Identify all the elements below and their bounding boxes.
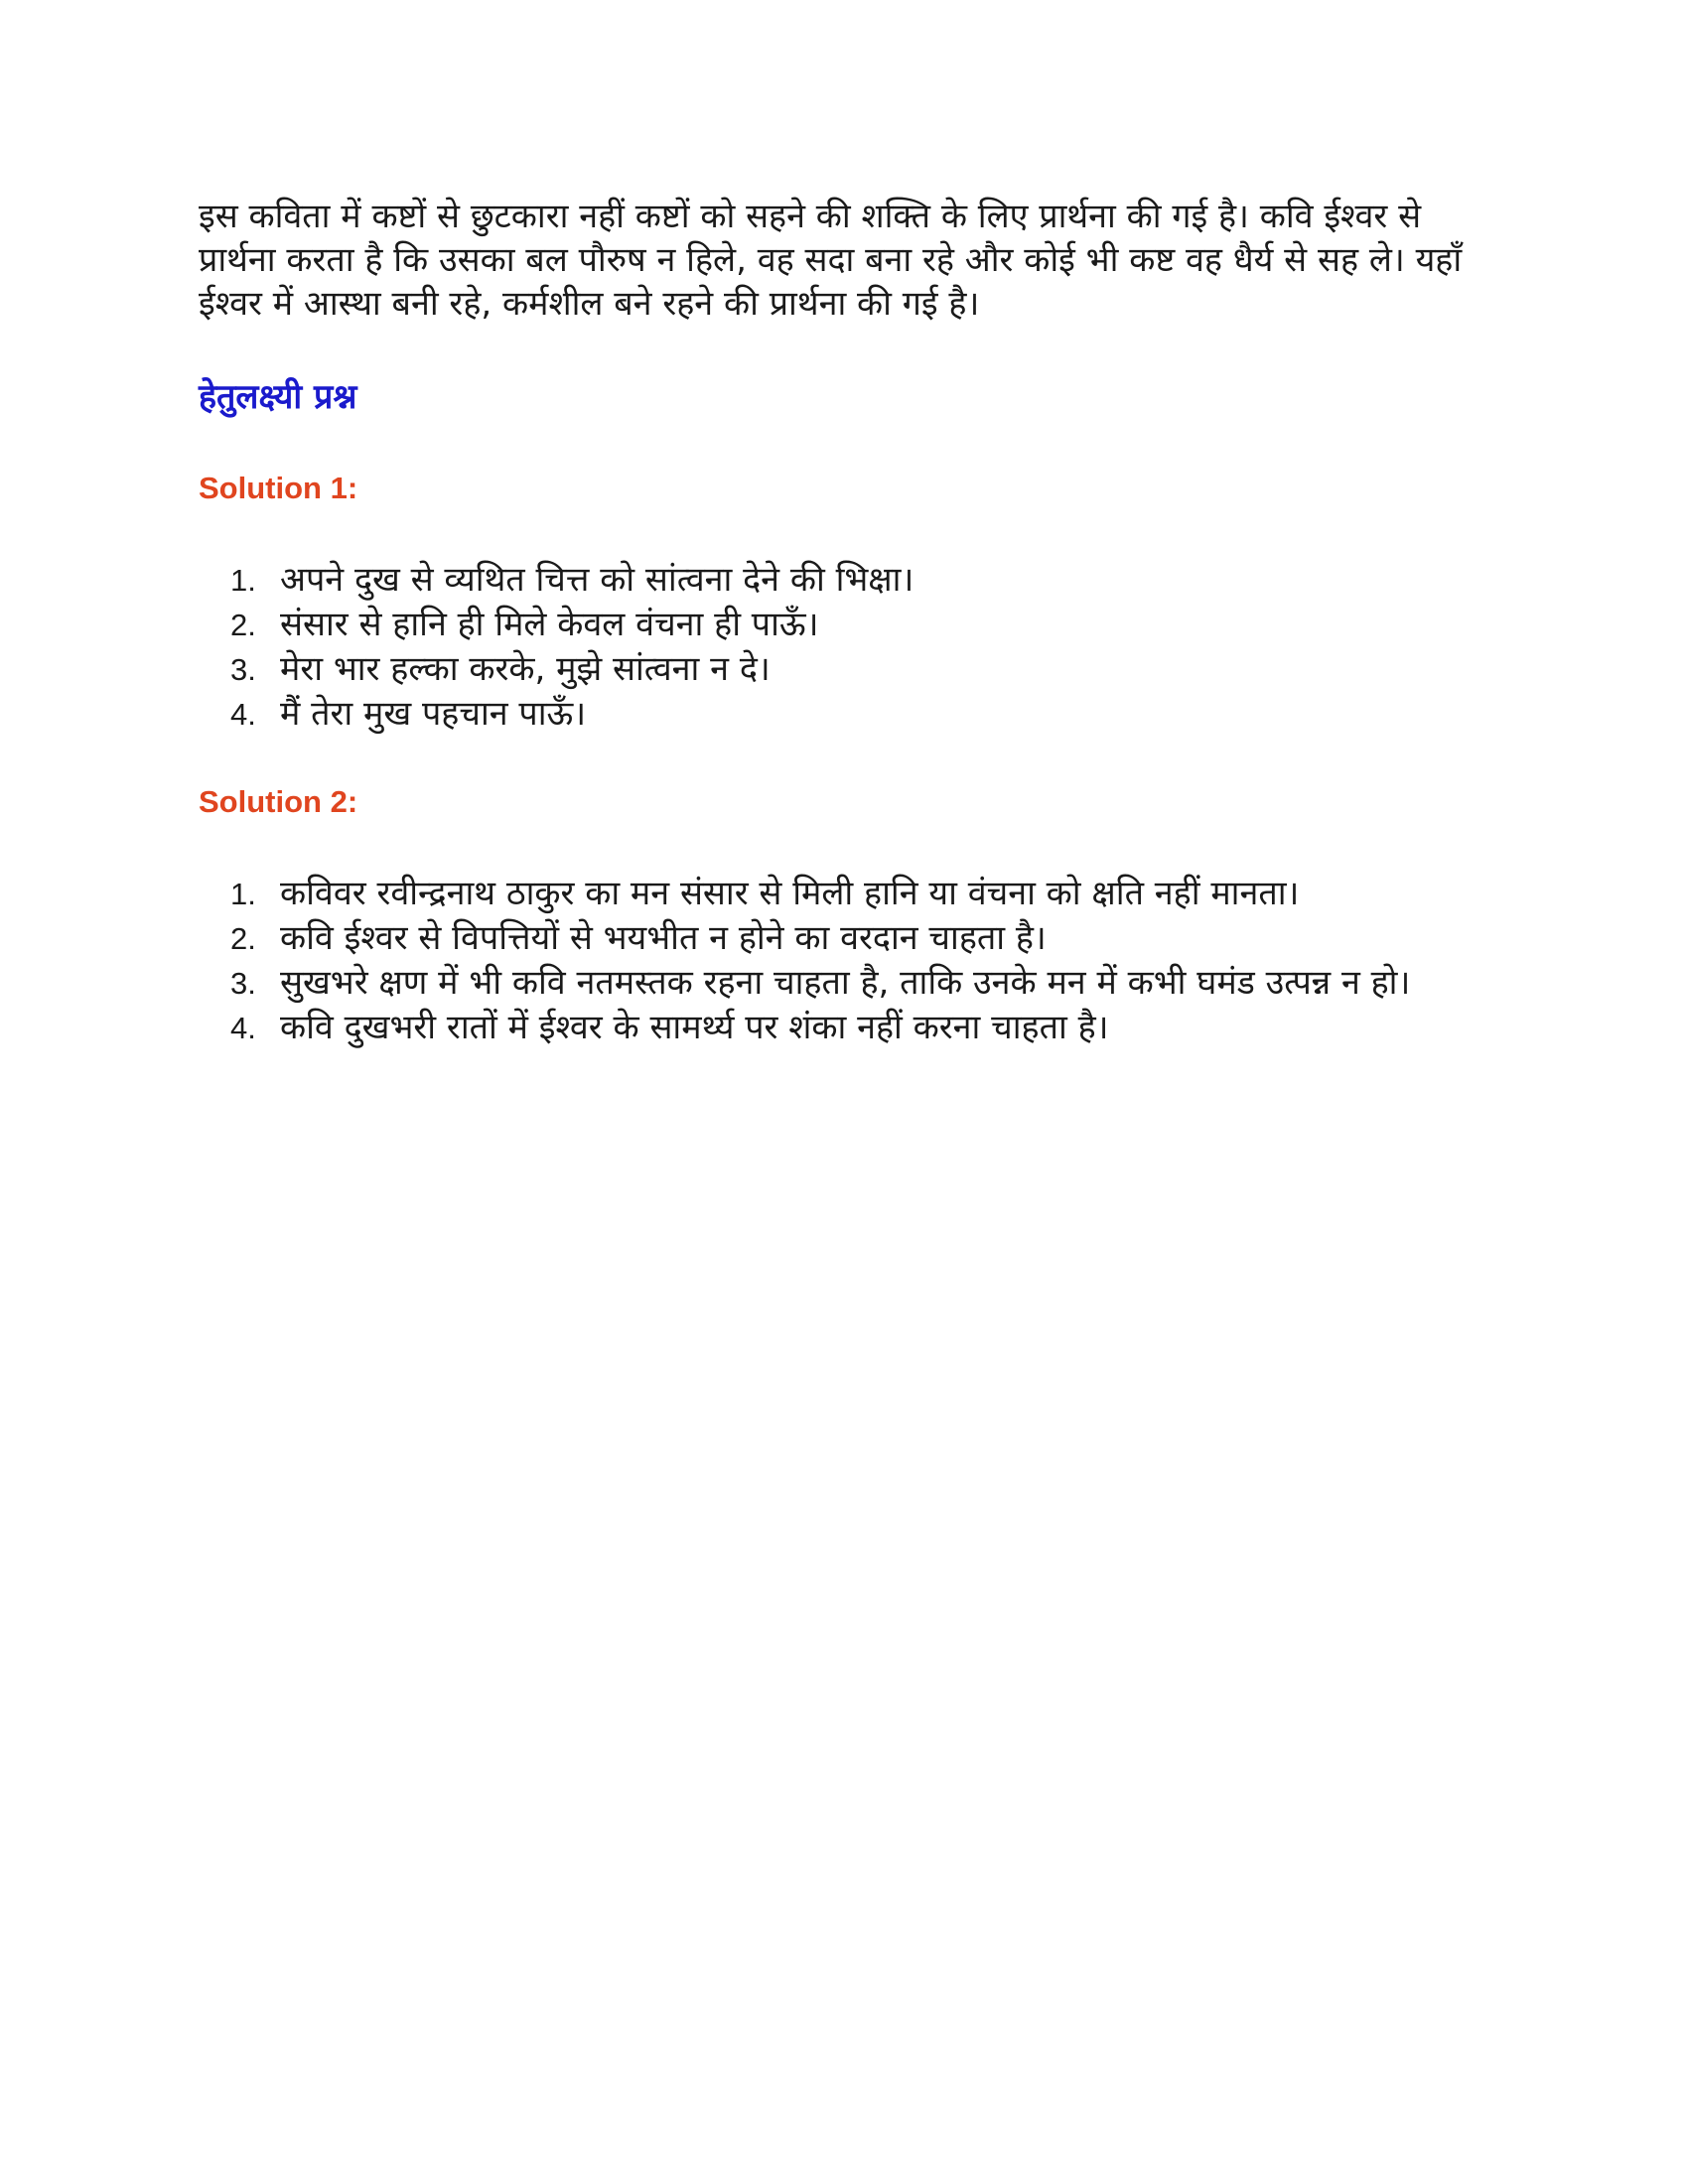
list-item — [230, 872, 1489, 916]
item-number: 4. — [230, 1011, 256, 1045]
item-text: कवि ईश्वर से विपत्तियों से भयभीत न होने का वरदान चाहता है। — [280, 918, 1047, 958]
item-text: सुखभरे क्षण में भी कवि नतमस्तक रहना चाहता है, ताकि उनके मन में कभी घमंड उत्पन्न न हो। — [280, 963, 1411, 1003]
list-item — [230, 692, 1489, 737]
list-item — [230, 647, 1489, 692]
item-number: 1. — [230, 877, 256, 911]
list-item — [230, 916, 1489, 961]
item-number: 3. — [230, 966, 256, 1001]
item-number: 3. — [230, 652, 256, 687]
list-item — [230, 961, 1489, 1006]
list-item — [230, 1006, 1489, 1050]
item-number: 4. — [230, 697, 256, 732]
item-text: मैं तेरा मुख पहचान पाऊँ। — [280, 694, 587, 734]
solution-2-list — [199, 872, 1489, 1050]
item-text: मेरा भार हल्का करके, मुझे सांत्वना न दे। — [280, 649, 771, 689]
item-text: संसार से हानि ही मिले केवल वंचना ही पाऊँ। — [280, 605, 819, 644]
solution-1-list — [199, 558, 1489, 737]
item-number: 2. — [230, 921, 256, 956]
item-text: कवि दुखभरी रातों में ईश्वर के सामर्थ्य पर शंका नहीं करना चाहता है। — [280, 1008, 1109, 1047]
item-number: 1. — [230, 563, 256, 598]
solution-1-title: Solution 1: — [199, 471, 358, 505]
item-text: कविवर रवीन्द्रनाथ ठाकुर का मन संसार से मिली हानि या वंचना को क्षति नहीं मानता। — [280, 874, 1300, 913]
solution-2-title: Solution 2: — [199, 784, 358, 819]
list-item — [230, 603, 1489, 647]
list-item — [230, 558, 1489, 603]
document-page — [199, 195, 1489, 1050]
item-text: अपने दुख से व्यथित चित्त को सांत्वना देने की भिक्षा। — [280, 560, 914, 600]
intro-paragraph: इस कविता में कष्टों से छुटकारा नहीं कष्टों को सहने की शक्ति के लिए प्रार्थना की गई है। कवि ईश्वर से प्रार्थना करता है कि उसका बल पौरुष न हिले, वह सदा बना रहे और कोई भी कष्ट वह धैर्य से सह ले। यहाँ ईश्वर में आस्था बनी रहे, कर्मशील बने रहने की प्रार्थना की गई है। — [199, 197, 1463, 324]
item-number: 2. — [230, 608, 256, 642]
section-heading: हेतुलक्ष्यी प्रश्न — [199, 377, 357, 417]
